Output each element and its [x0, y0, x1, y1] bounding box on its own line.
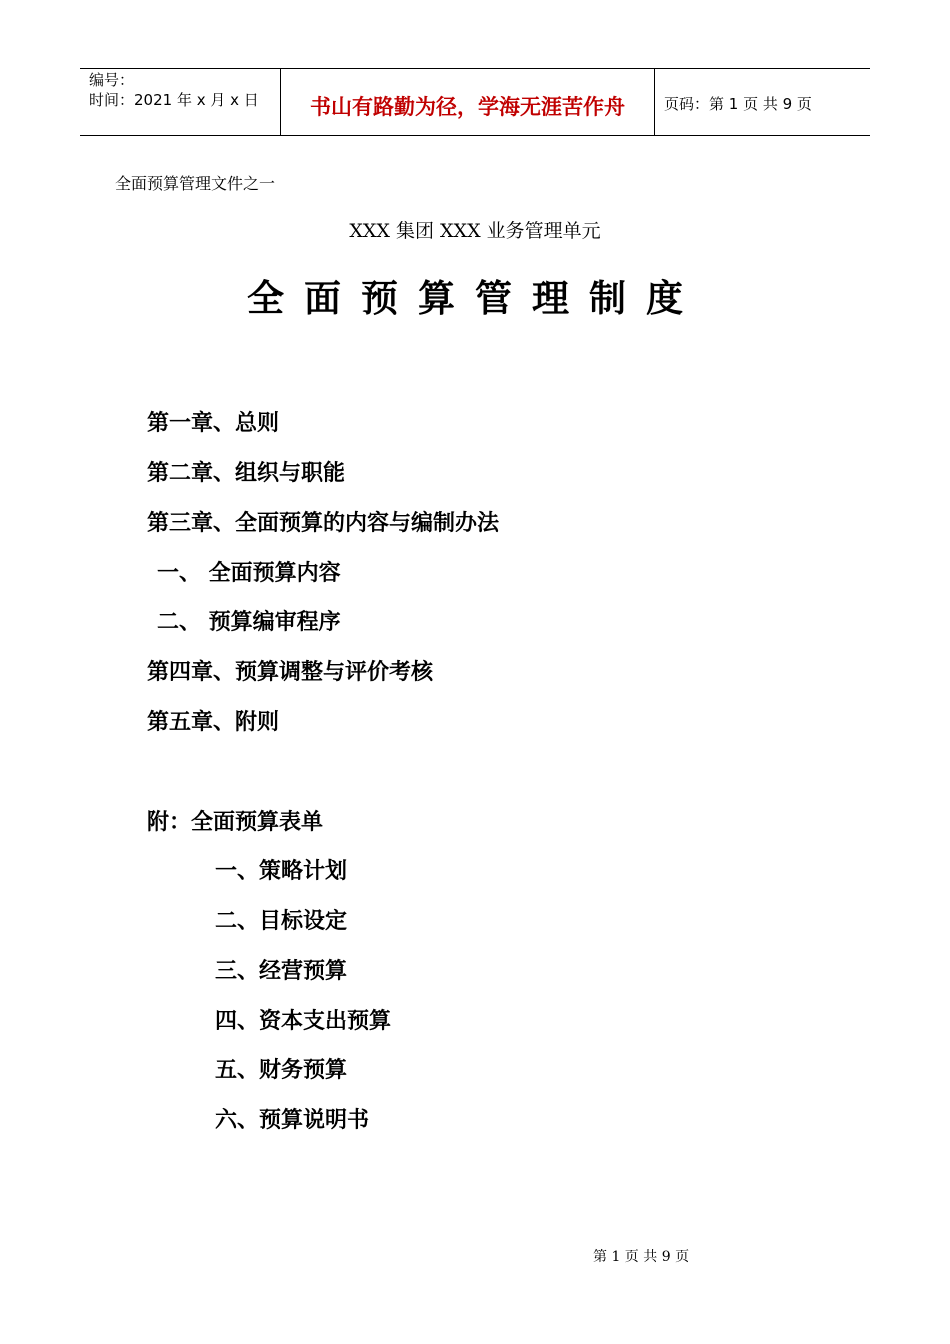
appendix-item-4: 四、资本支出预算 [215, 1009, 392, 1034]
unit-title: XXX 集团 XXX 业务管理单元 [349, 220, 601, 242]
toc-chapter-1: 第一章、总则 [147, 411, 280, 436]
appendix-item-5: 五、财务预算 [215, 1058, 348, 1083]
document-number-label: 编号： [89, 71, 135, 89]
appendix-item-6: 六、预算说明书 [215, 1108, 370, 1133]
header-page-cell [655, 69, 870, 135]
toc-section-3-2: 二、 预算编审程序 [157, 610, 341, 635]
appendix-item-2: 二、目标设定 [215, 909, 348, 934]
header-meta-cell [80, 69, 281, 135]
appendix-item-3: 三、经营预算 [215, 959, 348, 984]
toc-section-3-1: 一、 全面预算内容 [157, 561, 341, 586]
toc-chapter-4: 第四章、预算调整与评价考核 [147, 660, 434, 685]
toc-chapter-3: 第三章、全面预算的内容与编制办法 [147, 511, 500, 536]
header-page-info: 页码：第 1 页 共 9 页 [664, 95, 812, 113]
toc-chapter-5: 第五章、附则 [147, 710, 280, 735]
toc-chapter-2: 第二章、组织与职能 [147, 461, 346, 486]
page-footer: 第 1 页 共 9 页 [593, 1249, 690, 1265]
motto-text: 书山有路勤为径，学海无涯苦作舟 [310, 94, 625, 119]
appendix-item-1: 一、策略计划 [215, 859, 348, 884]
page-title: 全面预算管理制度 [247, 277, 703, 320]
header-motto-cell [281, 69, 655, 135]
appendix-title: 附：全面预算表单 [147, 810, 324, 835]
document-date-label: 时间：2021 年 x 月 x 日 [89, 91, 259, 109]
header-table [80, 68, 870, 136]
document-series: 全面预算管理文件之一 [115, 174, 276, 193]
